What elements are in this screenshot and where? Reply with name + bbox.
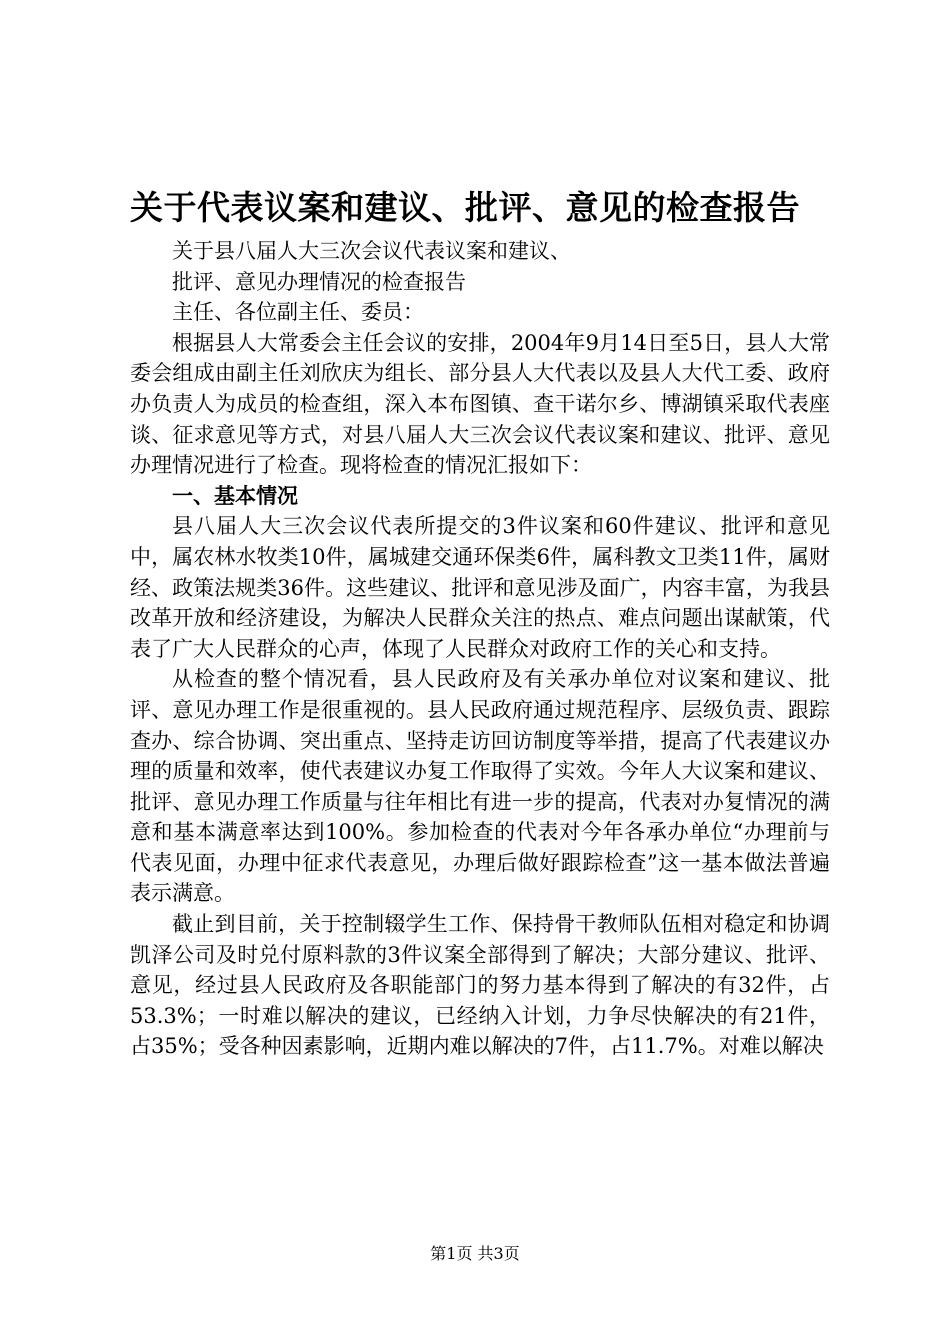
paragraph-intro: 根据县人大常委会主任会议的安排，2004年9月14日至5日，县人大常委会组成由副主任刘欣庆为组长、部分县人大代表以及县人大代工委、政府办负责人为成员的检查组，深入本布图镇、查干诺尔乡、博湖镇采取代表座谈、征求意见等方式，对县八届人大三次会议代表议案和建议、批评、意见办理情况进行了检查。现将检查的情况汇报如下： xyxy=(130,330,830,478)
paragraph-resolution-status: 截止到目前，关于控制辍学生工作、保持骨干教师队伍相对稳定和协调凯泽公司及时兑付原料款的3件议案全部得到了解决；大部分建议、批评、意见，经过县人民政府及各职能部门的努力基本得到了解决的有32件，占53.3%；一时难以解决的建议，已经纳入计划，力争尽快解决的有21件，占35%；受各种因素影响，近期内难以解决的7件，占11.7%。对难以解决 xyxy=(130,912,830,1059)
salutation: 主任、各位副主任、委员： xyxy=(172,300,424,325)
document-title: 关于代表议案和建议、批评、意见的检查报告 xyxy=(130,188,800,227)
page-footer: 第1页 共3页 xyxy=(430,1244,520,1263)
paragraph-inspection-findings: 从检查的整个情况看，县人民政府及有关承办单位对议案和建议、批评、意见办理工作是很重视的。县人民政府通过规范程序、层级负责、跟踪查办、综合协调、突出重点、坚持走访回访制度等举措，提高了代表建议办理的质量和效率，使代表建议办复工作取得了实效。今年人大议案和建议、批评、意见办理工作质量与往年相比有进一步的提高，代表对办复情况的满意和基本满意率达到100%。参加检查的代表对今年各承办单位“办理前与代表见面，办理中征求代表意见，办理后做好跟踪检查”这一基本做法普遍表示满意。 xyxy=(130,667,830,906)
subtitle-line-2: 批评、意见办理情况的检查报告 xyxy=(172,269,466,294)
section-heading-basic-situation: 一、基本情况 xyxy=(172,483,298,508)
subtitle-line-1: 关于县八届人大三次会议代表议案和建议、 xyxy=(172,239,571,263)
paragraph-proposals-summary: 县八届人大三次会议代表所提交的3件议案和60件建议、批评和意见中，属农林水牧类10件，属城建交通环保类6件，属科教文卫类11件，属财经、政策法规类36件。这些建议、批评和意见涉及面广，内容丰富，为我县改革开放和经济建设，为解决人民群众关注的热点、难点问题出谋献策，代表了广大人民群众的心声，体现了人民群众对政府工作的关心和支持。 xyxy=(130,514,830,661)
document-body xyxy=(130,236,830,1062)
